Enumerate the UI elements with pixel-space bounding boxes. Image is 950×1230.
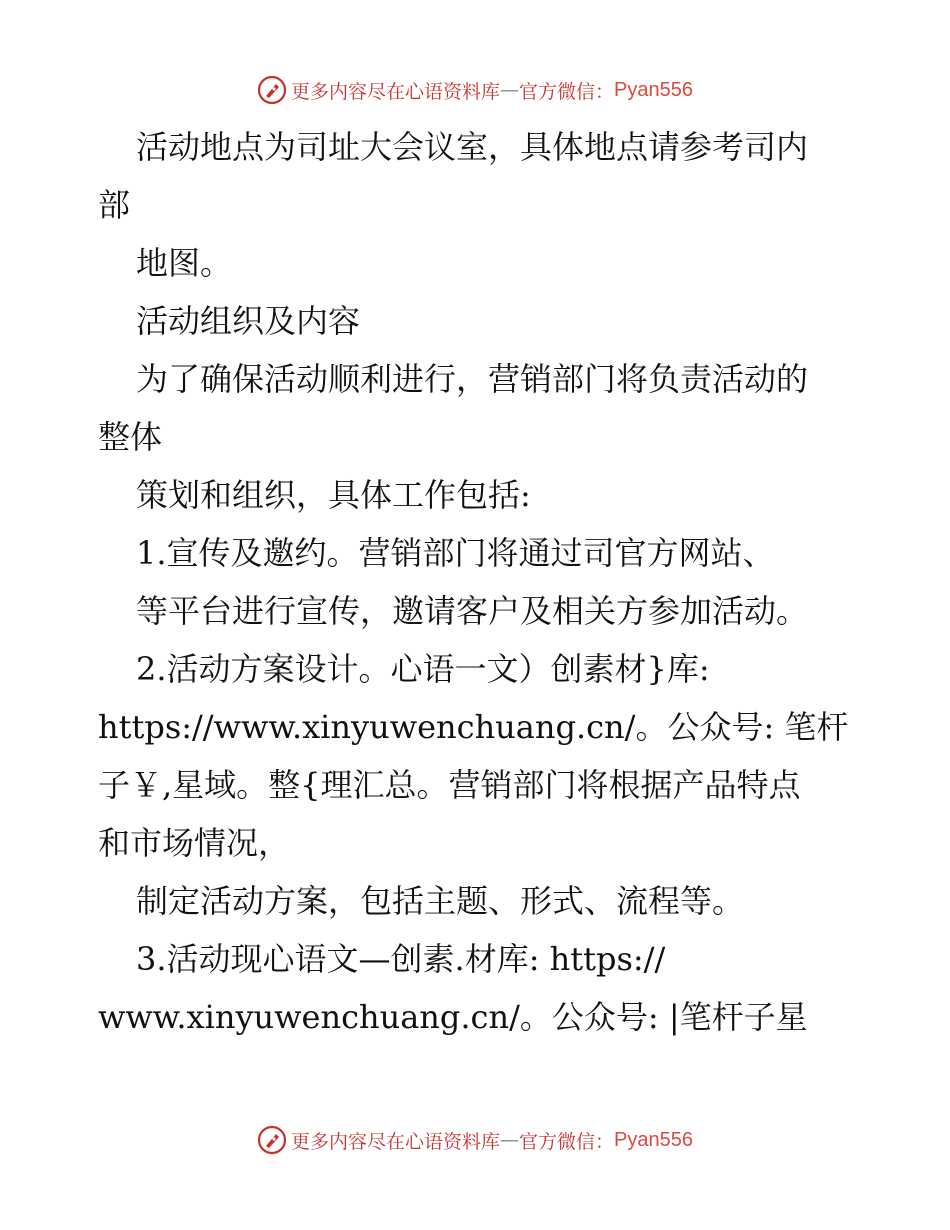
body-line: 制定活动方案，包括主题、形式、流程等。 <box>136 882 745 920</box>
body-line: 子￥,星域。整{理汇总。营销部门将根据产品特点 <box>98 766 801 804</box>
body-line: 为了确保活动顺利进行，营销部门将负责活动的 <box>136 360 809 398</box>
body-line: 策划和组织，具体工作包括: <box>136 476 531 514</box>
list-item: 1.宣传及邀约。营销部门将通过司官方网站、 <box>136 534 775 572</box>
footer-banner-suffix: 官方微信： <box>519 1130 615 1153</box>
body-line: www.xinyuwenchuang.cn/。公众号: |笔杆子星 <box>98 998 808 1036</box>
body-line: 等平台进行宣传，邀请客户及相关方参加活动。 <box>136 592 809 630</box>
list-item: 2.活动方案设计。心语一文）创素材}库: <box>136 650 710 688</box>
header-wechat-id: Pyan556 <box>614 78 693 101</box>
header-banner <box>0 70 950 110</box>
footer-banner-text: 更多内容尽在心语资料库 <box>291 1130 501 1153</box>
header-banner-text: 更多内容尽在心语资料库 <box>291 80 501 103</box>
header-banner-separator: — <box>500 79 520 101</box>
body-line: 部 <box>98 186 131 224</box>
header-banner-suffix: 官方微信： <box>519 80 615 103</box>
list-item: 3.活动现心语文—创素.材库: https:// <box>136 940 666 978</box>
section-heading: 活动组织及内容 <box>136 302 361 340</box>
document-body <box>98 118 858 1046</box>
footer-wechat-id: Pyan556 <box>614 1128 693 1151</box>
footer-banner-separator: — <box>500 1129 520 1151</box>
body-line: 整体 <box>98 418 163 456</box>
footer-banner <box>0 1120 950 1160</box>
body-line: 活动地点为司址大会议室，具体地点请参考司内 <box>136 128 809 166</box>
body-line: 和市场情况， <box>98 824 291 862</box>
body-line: 地图。 <box>136 244 233 282</box>
pen-nib-icon <box>257 75 287 105</box>
pen-nib-icon <box>257 1125 287 1155</box>
body-line: https://www.xinyuwenchuang.cn/。公众号: 笔杆 <box>98 708 849 746</box>
